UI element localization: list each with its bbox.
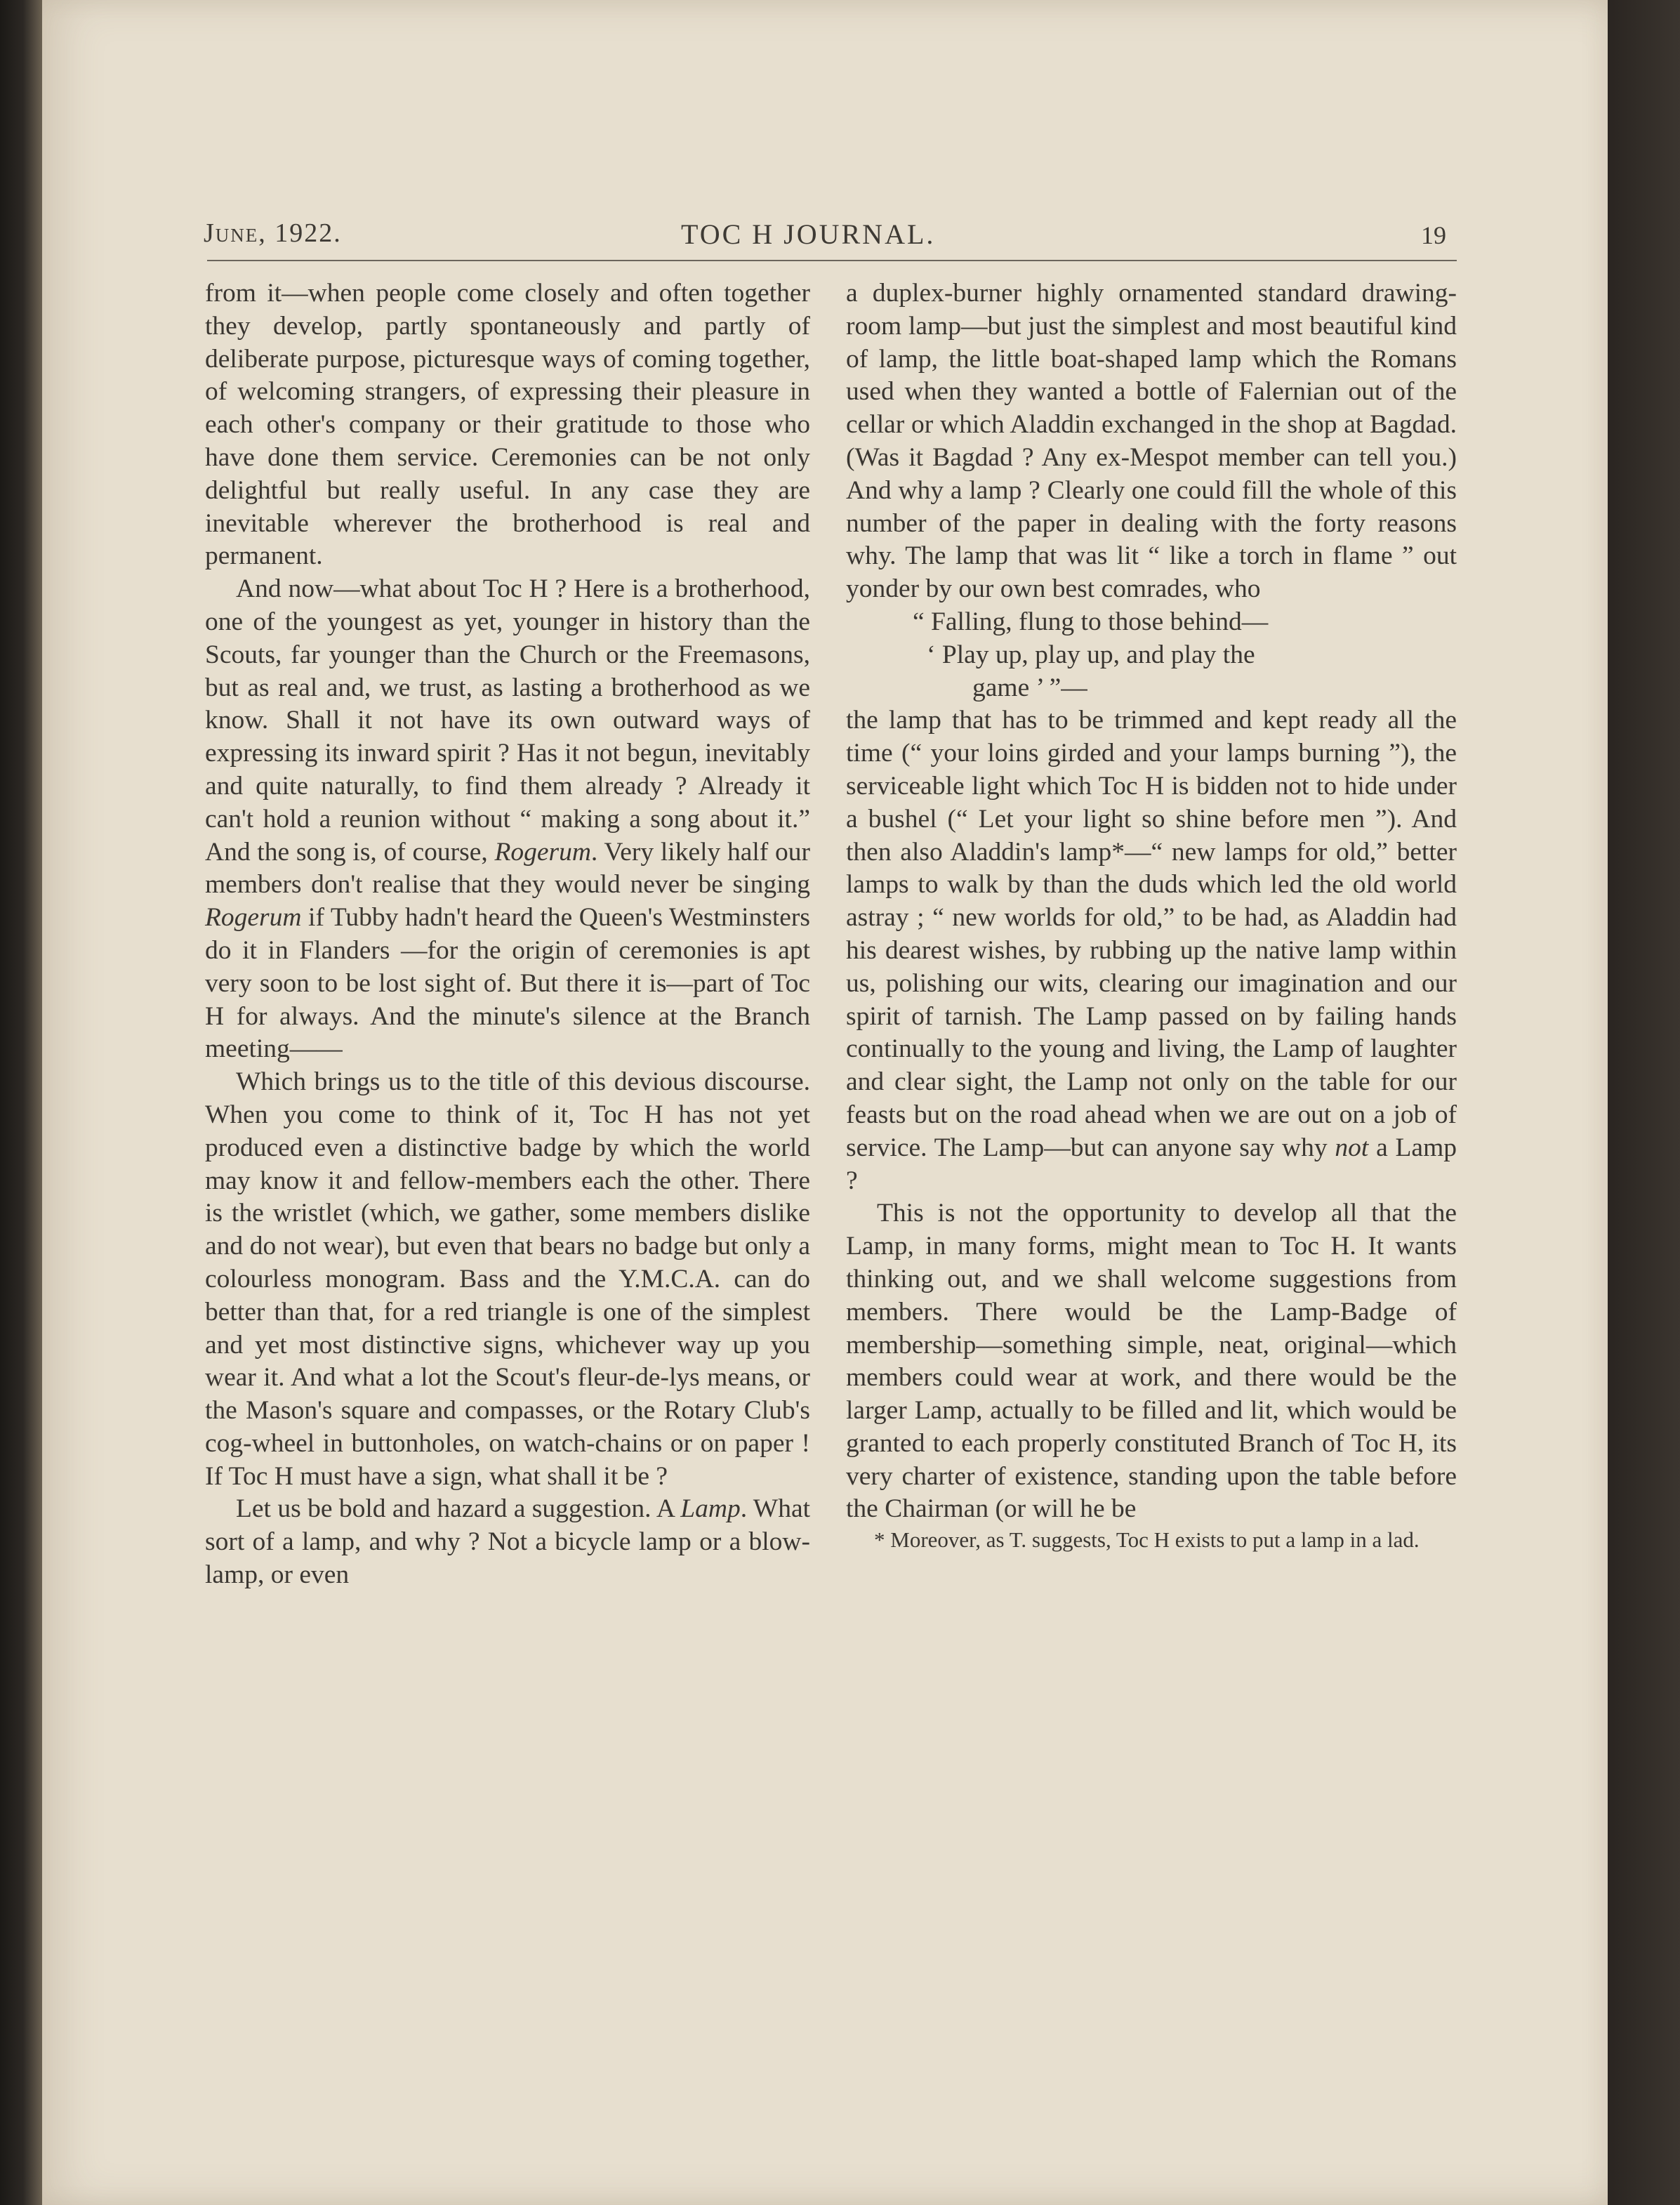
paragraph: And now—what about Toc H ? Here is a brotherhood, one of the youngest as yet, younger in history than the Scouts, far younger than the Church or the Freemasons, but as real and, we trust, as lasting a brotherhood as we know. Shall it not have its own outward ways of expressing its inward spirit ? Has it not begun, inevitably and quite naturally, to find them already ? Already it can't hold a reunion without “ making a song about it.” And the song is, of course, Rogerum. Very likely half our members don't realise that they would never be singing Rogerum if Tubby hadn't heard the Queen's Westminsters do it in Flanders —for the origin of ceremonies is apt very soon to be lost sight of. But there it is—part of Toc H for always. And the minute's silence at the Branch meeting—— xyxy=(205,574,810,1064)
background-edge xyxy=(1608,0,1680,2205)
verse-line: ‘ Play up, play up, and play the xyxy=(927,640,1255,669)
header-rule xyxy=(207,260,1457,261)
paragraph: from it—when people come closely and often together they develop, partly spontaneously and partly of deliberate purpose, picturesque ways of coming together, of welcoming strangers, of expressing their pleasure in each other's company or their gratitude to those who have done them service. Ceremonies can be not only delightful but really useful. In any case they are inevitable wherever the brotherhood is real and permanent. xyxy=(205,279,810,571)
paragraph: the lamp that has to be trimmed and kept ready all the time (“ your loins girded and your lamps burning ”), the serviceable light which Toc H is bidden not to hide under a bushel (“ Let your light so shine before men ”). And then also Aladdin's lamp*—“ new lamps for old,” better lamps to walk by than the duds which led the old world astray ; “ new worlds for old,” to be had, as Aladdin had his dearest wishes, by rubbing up the native lamp within us, polishing our wits, clearing our imagination and our spirit of tarnish. The Lamp passed on by failing hands continually to the young and living, the Lamp of laughter and clear sight, the Lamp not only on the table for our feasts but on the road ahead when we are out on a job of service. The Lamp—but can anyone say why not a Lamp ? xyxy=(846,706,1457,1195)
issue-date: June, 1922. xyxy=(204,218,342,248)
paragraph: This is not the opportunity to develop all that the Lamp, in many forms, might mean to Toc H. It wants thinking out, and we shall welcome suggestions from members. There would be the Lamp-Badge of membership—something simple, neat, original—which members could wear at work, and there would be the larger Lamp, actually to be filled and lit, which would be granted to each properly constituted Branch of Toc H, its very charter of existence, standing upon the table before the Chairman (or will he be xyxy=(846,1199,1457,1524)
page-number: 19 xyxy=(1421,221,1446,249)
running-header xyxy=(161,211,1460,253)
verse-line: “ Falling, flung to those behind— xyxy=(913,607,1269,636)
book-gutter xyxy=(0,0,42,2205)
footnote: * Moreover, as T. suggests, Toc H exists to put a lamp in a lad. xyxy=(874,1527,1420,1553)
paragraph: Which brings us to the title of this devious discourse. When you come to think of it, Toc H has not yet produced even a distinctive badge by which the world may know it and fellow-members each the other. There is the wristlet (which, we gather, some members dislike and do not wear), but even that bears no badge but only a colourless monogram. Bass and the Y.M.C.A. can do better than that, for a red triangle is one of the simplest and yet most distinctive signs, whichever way up you wear it. And what a lot the Scout's fleur-de-lys means, or the Mason's square and compasses, or the Rotary Club's cog-wheel in buttonholes, on watch-chains or on paper ! If Toc H must have a sign, what shall it be ? xyxy=(205,1067,810,1491)
verse-line: game ’ ”— xyxy=(972,673,1087,702)
verse-quote xyxy=(913,606,1457,704)
paragraph: a duplex-burner highly ornamented standard drawing-room lamp—but just the simplest and most beautiful kind of lamp, the little boat-shaped lamp which the Romans used when they wanted a bottle of Falernian out of the cellar or which Aladdin exchanged in the shop at Bagdad. (Was it Bagdad ? Any ex-Mespot member can tell you.) And why a lamp ? Clearly one could fill the whole of this number of the paper in dealing with the forty reasons why. The lamp that was lit “ like a torch in flame ” out yonder by our own best comrades, who xyxy=(846,279,1457,604)
journal-title: TOC H JOURNAL. xyxy=(681,218,936,250)
right-column xyxy=(846,277,1457,1554)
paragraph: Let us be bold and hazard a suggestion. A Lamp. What sort of a lamp, and why ? Not a bicycle lamp or a blow-lamp, or even xyxy=(205,1494,811,1590)
left-column xyxy=(205,277,810,1592)
